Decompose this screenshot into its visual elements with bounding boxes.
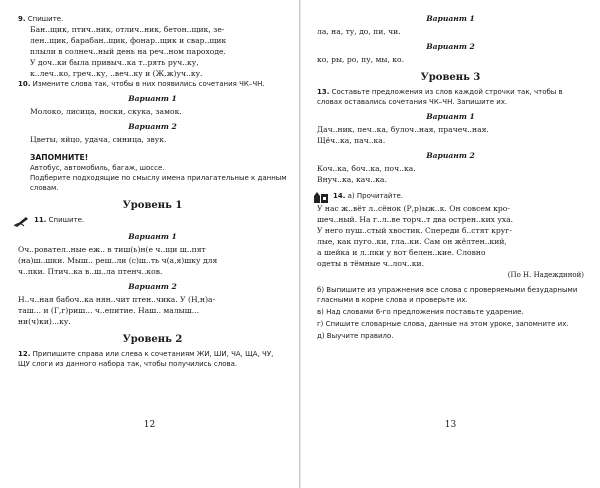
text-line: У него пуш..стый хвостик. Спереди б..стят круг- (317, 226, 512, 235)
text-line: Бан..щик, птич..ник, отлич..ник, бетон..щик, зе- (30, 25, 225, 34)
task-number: 13. (317, 88, 330, 96)
task-instruction: Составьте предложения из слов каждой строчки так, чтобы в словах оставались сочетания ЧК–ЧН. Запишите их. (317, 88, 563, 106)
variant-text (18, 294, 287, 327)
page-number: 12 (143, 420, 156, 430)
text-line: плыли в солнеч..ный день на реч..ном пароходе. (30, 47, 226, 56)
variant-title: Вариант 1 (128, 94, 177, 103)
text-line: (на)ш..шки. Мыш.. реш..ли (с)ш..ть ч(а,я)шку для (18, 256, 218, 265)
task-11-heading (18, 215, 287, 227)
task-instruction: Спишите. (27, 15, 64, 23)
text-line: ко, ры, ро, пу, мы, ко. (317, 55, 405, 64)
variant-title: Вариант 2 (426, 151, 475, 160)
task-13-heading (317, 87, 584, 107)
text-line: У доч..ки была привыч..ка т..рять руч..ку, (30, 58, 199, 67)
task-item: д) Выучите правило. (317, 332, 394, 340)
remember-words: Автобус, автомобиль, багаж, шоссе. (30, 164, 165, 172)
task-number: 9. (18, 15, 26, 23)
text-line: Молоко, лисица, носки, скука, замок. (30, 107, 182, 116)
text-line: ла, на, ту, до, пи, чи. (317, 27, 401, 36)
task-instruction: Спишите. (48, 216, 85, 224)
text-line: ч..пки. Птич..ка в..ш..ла птенч..ков. (18, 267, 163, 276)
variant-title: Вариант 2 (128, 122, 177, 131)
page-number: 13 (444, 420, 457, 430)
text-line: лен..щик, барабан..щик, фонар..щик и свар..щик (30, 36, 227, 45)
remember-title: ЗАПОМНИТЕ! (30, 153, 89, 162)
level-heading: Уровень 1 (122, 200, 183, 211)
text-line: Цветы, яйцо, удача, синица, звук. (30, 135, 167, 144)
text-line: таш... и (Г,г)риш... ч..епитие. Наш.. малыш... (18, 306, 200, 315)
task-instruction: Припишите справа или слева к сочетаниям ЖИ, ШИ, ЧА, ЩА, ЧУ, ЩУ слоги из данного набора так, чтобы получились слова. (18, 350, 274, 368)
task-item: б) Выпишите из упражнения все слова с проверяемыми безударными гласными в корне слова и проверьте их. (317, 286, 578, 304)
text-line: лые, как пуго..ки, гла..ки. Сам он жёлтен..кий, (317, 237, 507, 246)
task-number: 10. (18, 80, 31, 88)
task-item: г) Спишите словарные слова, данные на этом уроке, запомните их. (317, 320, 569, 328)
right-page (301, 0, 600, 488)
variant-title: Вариант 1 (426, 14, 475, 23)
text-line: ни(ч)ки)...ку. (18, 317, 71, 326)
variant-title: Вариант 1 (426, 112, 475, 121)
task-14-heading (317, 191, 584, 203)
text-line: Оч..ровател..ные еж.. в тиш(ь)н(е ч..щи ш..пят (18, 245, 206, 254)
task-14-text (317, 203, 584, 269)
level-heading: Уровень 3 (420, 72, 481, 83)
task-item: в) Над словами 6-го предложения поставьте ударение. (317, 308, 524, 316)
text-line: к..леч..ко, греч..ку, ..веч..ку и (Ж,ж)уч..ку. (30, 69, 203, 78)
pen-writing-icon (14, 215, 30, 227)
text-line: Щёч..ка, пач..ка. (317, 136, 386, 145)
variant-title: Вариант 2 (128, 282, 177, 291)
task-number: 11. (34, 216, 47, 224)
left-page (0, 0, 299, 488)
text-line: Н..ч..ная бабоч..ка нян..чит птен..чика. У (Н,н)а- (18, 295, 216, 304)
level-heading: Уровень 2 (122, 334, 183, 345)
remember-instruction: Подберите подходящие по смыслу имена прилагательные к данным словам. (30, 174, 287, 192)
task-instruction: а) Прочитайте. (347, 192, 404, 200)
book-reading-icon (313, 191, 329, 203)
task-number: 14. (333, 192, 346, 200)
task-9-heading (18, 14, 287, 24)
task-12-heading (18, 349, 287, 369)
task-instruction: Измените слова так, чтобы в них появились сочетания ЧК–ЧН. (32, 80, 265, 88)
text-line: Дач..ник, печ..ка, булоч..ная, прачеч..ная. (317, 125, 489, 134)
task-9-text (18, 24, 287, 79)
text-line: У нас ж..вёт л..сёнок (Р,р)ыж..к. Он совсем кро- (317, 204, 510, 213)
source-attribution: (По Н. Надеждиной) (507, 271, 584, 279)
task-10-heading (18, 79, 287, 89)
variant-title: Вариант 2 (426, 42, 475, 51)
text-line: одеты в тёмные ч..лоч..ки. (317, 259, 425, 268)
text-line: Внуч..ка, кач..ка. (317, 175, 387, 184)
text-line: Коч..ка, боч..ка, поч..ка. (317, 164, 416, 173)
text-line: шеч..ный. На г..л..ве торч..т два острен..ких уха. (317, 215, 514, 224)
text-line: а шейка и л..пки у вот белен..кие. Словно (317, 248, 486, 257)
task-number: 12. (18, 350, 31, 358)
variant-text (18, 244, 287, 277)
variant-title: Вариант 1 (128, 232, 177, 241)
